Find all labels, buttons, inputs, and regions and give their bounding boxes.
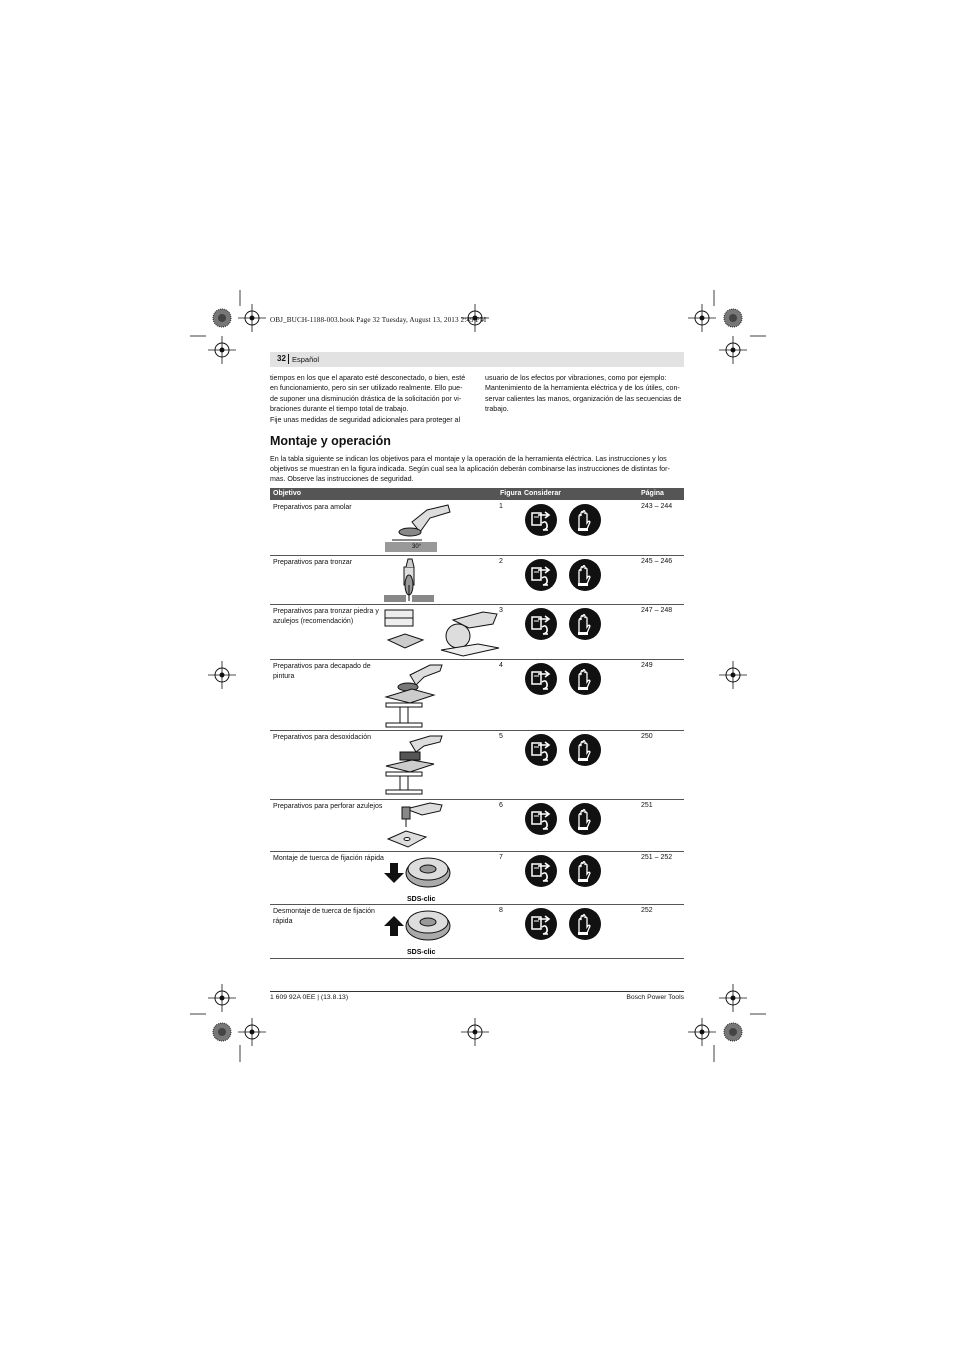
table-row bbox=[270, 604, 684, 660]
gloves-icon bbox=[569, 608, 601, 640]
gloves-icon bbox=[569, 803, 601, 835]
table-row bbox=[270, 555, 684, 605]
book-info-line: OBJ_BUCH-1188-003.book Page 32 Tuesday, August 13, 2013 2:49 PM bbox=[270, 316, 487, 324]
row-pagina: 251 bbox=[641, 802, 653, 809]
text-line: Mantenimiento de la herramienta eléctrica y de los útiles, con- bbox=[485, 384, 680, 393]
unplug-icon bbox=[525, 608, 557, 640]
table-row bbox=[270, 500, 684, 556]
row-pagina: 251 – 252 bbox=[641, 854, 673, 861]
text-line: mas. Observe las instrucciones de seguridad. bbox=[270, 475, 414, 483]
considerar-icons bbox=[525, 803, 601, 840]
considerar-icons bbox=[525, 504, 601, 541]
text-line: Fije unas medidas de seguridad adicionales para proteger al bbox=[270, 415, 461, 424]
table-row bbox=[270, 904, 684, 959]
row-pagina: 252 bbox=[641, 907, 653, 914]
row-figura: 4 bbox=[499, 662, 503, 669]
page-number: 32 bbox=[277, 354, 286, 363]
row-objetivo: Montaje de tuerca de fijación rápida bbox=[273, 855, 384, 862]
paint-stripping-illustration bbox=[382, 661, 444, 729]
cutting-illustration bbox=[382, 557, 442, 603]
page-header-bar bbox=[270, 352, 684, 367]
row-objetivo: Preparativos para perforar azulejos bbox=[273, 803, 383, 810]
row-pagina: 243 – 244 bbox=[641, 503, 673, 510]
header-objetivo: Objetivo bbox=[273, 490, 302, 497]
row-figura: 2 bbox=[499, 558, 503, 565]
sds-clic-logo: SDS-clic bbox=[407, 896, 436, 903]
text-line: En la tabla siguiente se indican los objetivos para el montaje y la operación de la herramienta eléctrica. Las instrucciones y los bbox=[270, 455, 667, 463]
gloves-icon bbox=[569, 559, 601, 591]
considerar-icons bbox=[525, 734, 601, 771]
table-row bbox=[270, 851, 684, 905]
footer-rule bbox=[270, 991, 684, 992]
table-row bbox=[270, 799, 684, 852]
right-text-column bbox=[485, 373, 685, 415]
header-divider bbox=[288, 354, 289, 364]
text-line: servar calientes las manos, organización de las secuencias de bbox=[485, 394, 682, 403]
header-pagina: Página bbox=[641, 490, 664, 497]
text-line: objetivos se muestran en la figura indicada. Según cual sea la aplicación deberán combinarse las instrucciones de distintas for- bbox=[270, 465, 670, 473]
section-title: Montaje y operación bbox=[270, 434, 391, 448]
quick-nut-dismount-illustration bbox=[382, 906, 452, 956]
row-figura: 5 bbox=[499, 733, 503, 740]
row-objetivo: Preparativos para tronzar piedra y azulejos (recomendación) bbox=[273, 608, 379, 625]
considerar-icons bbox=[525, 608, 601, 645]
table-row bbox=[270, 730, 684, 800]
gloves-icon bbox=[569, 855, 601, 887]
text-line: de suponer una disminución drástica de la solicitación por vi- bbox=[270, 394, 462, 403]
gloves-icon bbox=[569, 504, 601, 536]
unplug-icon bbox=[525, 663, 557, 695]
considerar-icons bbox=[525, 908, 601, 945]
row-pagina: 249 bbox=[641, 662, 653, 669]
text-line: tiempos en los que el aparato esté desconectado, o bien, esté bbox=[270, 374, 466, 382]
intro-paragraph bbox=[270, 454, 684, 484]
text-line: trabajo. bbox=[485, 405, 509, 414]
sds-clic-logo: SDS-clic bbox=[407, 949, 436, 956]
unplug-icon bbox=[525, 803, 557, 835]
left-text-column bbox=[270, 373, 470, 425]
row-pagina: 250 bbox=[641, 733, 653, 740]
considerar-icons bbox=[525, 559, 601, 596]
row-figura: 7 bbox=[499, 854, 503, 861]
row-pagina: 245 – 246 bbox=[641, 558, 673, 565]
gloves-icon bbox=[569, 663, 601, 695]
unplug-icon bbox=[525, 734, 557, 766]
arrow-down-icon bbox=[384, 863, 404, 883]
row-objetivo: Preparativos para amolar bbox=[273, 504, 352, 511]
row-objetivo: Desmontaje de tuerca de fijación rápida bbox=[273, 908, 375, 925]
text-line: braciones durante el tiempo total de trabajo. bbox=[270, 405, 409, 414]
rust-removal-illustration bbox=[382, 732, 444, 798]
quick-nut-mount-illustration bbox=[382, 853, 452, 903]
considerar-icons bbox=[525, 663, 601, 700]
row-pagina: 247 – 248 bbox=[641, 607, 673, 614]
row-figura: 3 bbox=[499, 607, 503, 614]
unplug-icon bbox=[525, 855, 557, 887]
grinding-illustration bbox=[382, 502, 452, 554]
unplug-icon bbox=[525, 559, 557, 591]
text-line: usuario de los efectos por vibraciones, como por ejemplo: bbox=[485, 374, 667, 382]
row-objetivo: Preparativos para desoxidación bbox=[273, 734, 372, 741]
tile-drilling-illustration bbox=[382, 801, 444, 849]
row-figura: 6 bbox=[499, 802, 503, 809]
gloves-icon bbox=[569, 908, 601, 940]
row-objetivo: Preparativos para decapado de pintura bbox=[273, 663, 371, 680]
row-figura: 8 bbox=[499, 907, 503, 914]
row-objetivo: Preparativos para tronzar bbox=[273, 559, 352, 566]
stone-cutting-illustration bbox=[383, 606, 501, 658]
table-header bbox=[270, 488, 684, 500]
header-figura: Figura bbox=[500, 490, 522, 497]
angle-label: 30° bbox=[412, 544, 422, 550]
text-line: en funcionamiento, pero sin ser utilizado realmente. Ello pue- bbox=[270, 384, 463, 393]
unplug-icon bbox=[525, 504, 557, 536]
table-row bbox=[270, 659, 684, 731]
header-considerar: Considerar bbox=[524, 490, 561, 497]
arrow-up-icon bbox=[384, 916, 404, 936]
footer-right: Bosch Power Tools bbox=[626, 994, 684, 1001]
considerar-icons bbox=[525, 855, 601, 892]
header-language: Español bbox=[292, 355, 320, 364]
gloves-icon bbox=[569, 734, 601, 766]
unplug-icon bbox=[525, 908, 557, 940]
footer-left: 1 609 92A 0EE | (13.8.13) bbox=[270, 994, 349, 1001]
row-figura: 1 bbox=[499, 503, 503, 510]
